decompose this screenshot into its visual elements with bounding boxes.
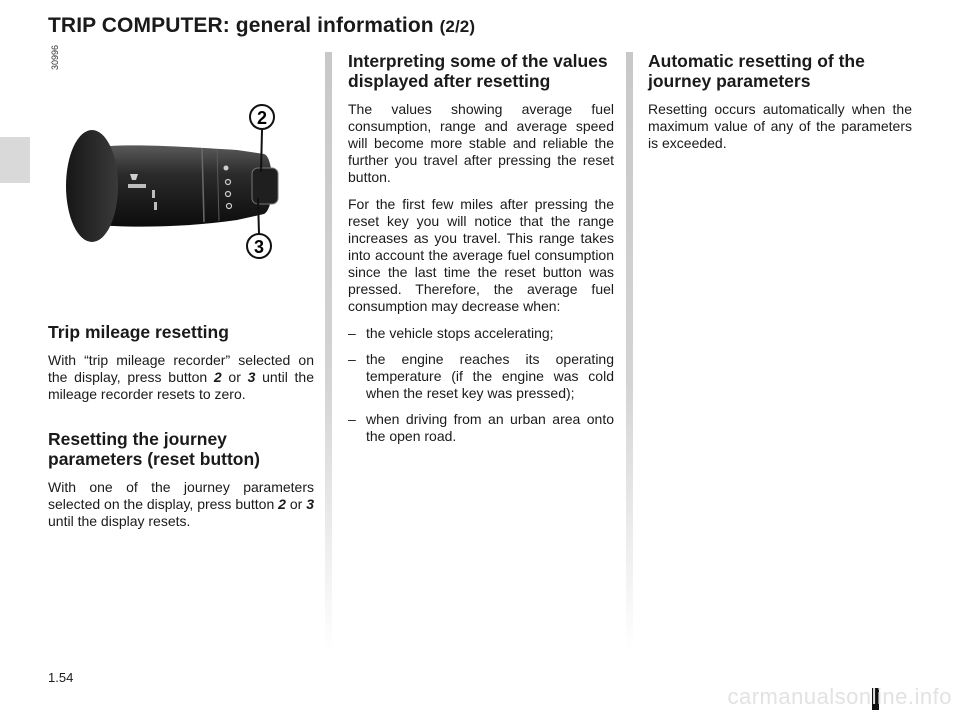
body-paragraph: Resetting occurs automatically when the maximum value of any of the parameters is exceeded.: [648, 101, 912, 151]
button-ref: 2: [278, 496, 286, 512]
middle-column: [348, 51, 614, 454]
section-heading: Trip mileage resetting: [48, 322, 229, 342]
page-number: 1.54: [48, 670, 74, 685]
marking-dot: [224, 166, 229, 171]
wiper-stalk-illustration: [52, 98, 312, 270]
body-paragraph: The values showing average fuel consumption, range and average speed will become more stable and reliable the further you travel after pressing the reset button.: [348, 101, 614, 185]
stalk-label-marking: [154, 202, 157, 210]
right-column: [648, 51, 912, 162]
wiper-stalk-drawing: [52, 98, 312, 270]
body-paragraph: For the first few miles after pressing the reset key you will notice that the range increases as you travel. This range takes into account the average fuel consumption since the last time the reset button was pressed. Therefore, the average fuel consumption may decrease when:: [348, 196, 614, 314]
condition-list: [348, 325, 614, 445]
button-ref: 3: [306, 496, 314, 512]
section-heading: Automatic resetting of the journey parameters: [648, 51, 865, 91]
body-paragraph: With “trip mileage recorder” selected on the display, press button 2 or 3 until the mileage recorder resets to zero.: [48, 352, 314, 402]
callout-2-leader: [261, 130, 262, 172]
column-divider-left: [325, 52, 332, 652]
left-column: [48, 322, 314, 540]
list-item: – the vehicle stops accelerating;: [348, 325, 614, 342]
stalk-base-shape: [66, 130, 118, 242]
stalk-label-marking: [152, 190, 155, 198]
rotary-ring-shape: [252, 168, 278, 204]
callout-3-leader: [258, 198, 259, 234]
callout-2-label: 2: [256, 108, 268, 128]
page-title-part: (2/2): [439, 17, 476, 36]
button-ref: 2: [213, 369, 222, 385]
page-title: TRIP COMPUTER: general information (2/2): [48, 14, 476, 37]
callout-3-label: 3: [253, 237, 265, 257]
figure-reference-code: 30996: [50, 44, 60, 70]
section-heading: Interpreting some of the values displayed after resetting: [348, 51, 608, 91]
stalk-label-marking: [128, 184, 146, 188]
watermark-text: carmanualsonline.info: [727, 684, 952, 709]
column-divider-right: [626, 52, 633, 652]
button-ref: 3: [247, 369, 256, 385]
body-paragraph: With one of the journey parameters selected on the display, press button 2 or 3 until the display resets.: [48, 479, 314, 529]
list-item: – the engine reaches its operating temperature (if the engine was cold when the reset key was pressed);: [348, 351, 614, 402]
chapter-tab: [0, 137, 30, 183]
section-heading: Resetting the journey parameters (reset button): [48, 429, 260, 469]
list-item: – when driving from an urban area onto the open road.: [348, 411, 614, 445]
